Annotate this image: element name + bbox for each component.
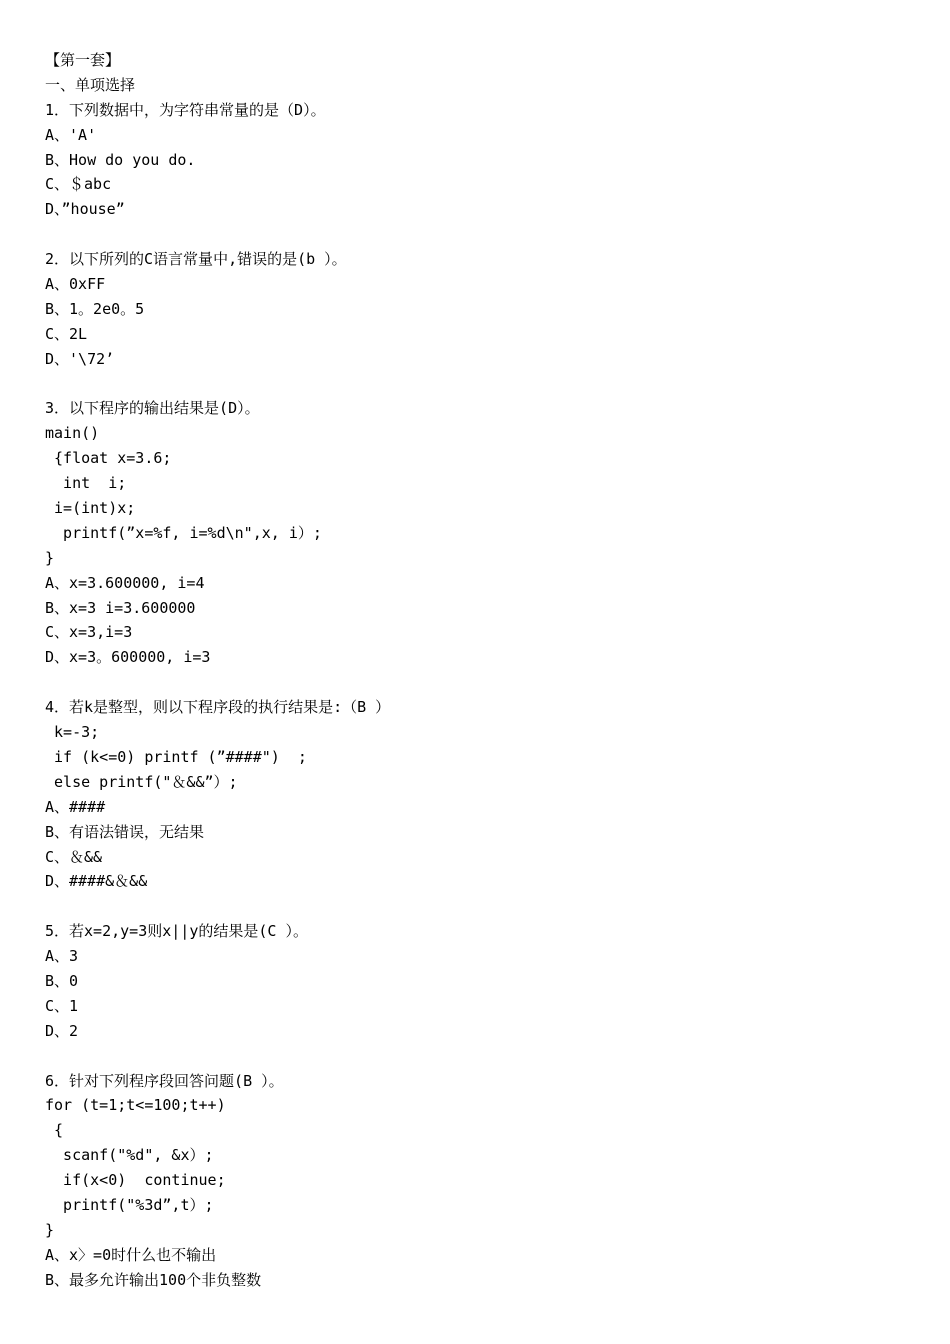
option-b: B、最多允许输出100个非负整数 bbox=[45, 1270, 262, 1289]
option-d: D、2 bbox=[45, 1021, 79, 1040]
code-line: for (t=1;t<=100;t++) bbox=[45, 1096, 226, 1115]
question-stem: 4．若k是整型，则以下程序段的执行结果是:（B ） bbox=[45, 698, 391, 717]
code-line: printf("%3d”,t）; bbox=[45, 1195, 214, 1214]
question-stem: 6．针对下列程序段回答问题(B ）。 bbox=[45, 1071, 284, 1090]
option-b: B、0 bbox=[45, 971, 79, 990]
blank-line bbox=[45, 372, 925, 397]
code-line: printf(”x=%f, i=%d\n",x, i）; bbox=[45, 523, 322, 542]
option-b: B、x=3 i=3.600000 bbox=[45, 598, 196, 617]
question-1 bbox=[45, 98, 925, 222]
option-d: D、####&＆&& bbox=[45, 872, 148, 891]
option-a: A、0xFF bbox=[45, 275, 106, 294]
code-line: int i; bbox=[45, 474, 127, 493]
question-3 bbox=[45, 396, 925, 670]
set-title: 【第一套】 bbox=[45, 51, 121, 69]
option-c: C、1 bbox=[45, 996, 79, 1015]
option-d: D、'\72’ bbox=[45, 349, 115, 368]
option-d: D、x=3。600000, i=3 bbox=[45, 648, 211, 667]
code-line: } bbox=[45, 548, 55, 567]
question-6 bbox=[45, 1069, 925, 1293]
code-line: { bbox=[45, 1121, 64, 1140]
code-line: k=-3; bbox=[45, 723, 100, 742]
code-line: scanf("%d", &x）; bbox=[45, 1146, 214, 1165]
option-a: A、'A' bbox=[45, 125, 97, 144]
option-c: C、2L bbox=[45, 324, 88, 343]
blank-line bbox=[45, 670, 925, 695]
option-b: B、有语法错误，无结果 bbox=[45, 822, 205, 841]
code-line: if(x<0) continue; bbox=[45, 1171, 226, 1190]
section-title: 一、单项选择 bbox=[45, 75, 136, 94]
question-stem: 2．以下所列的C语言常量中,错误的是(b ）。 bbox=[45, 250, 347, 269]
option-a: A、x〉=0时什么也不输出 bbox=[45, 1245, 217, 1264]
question-5 bbox=[45, 919, 925, 1043]
code-line: else printf("＆&&”）; bbox=[45, 772, 238, 791]
option-b: B、1。2e0。5 bbox=[45, 299, 145, 318]
blank-line bbox=[45, 1044, 925, 1069]
code-line: if (k<=0) printf (”####") ; bbox=[45, 747, 307, 766]
option-d: D、”house” bbox=[45, 200, 125, 219]
option-c: C、＄abc bbox=[45, 175, 112, 194]
question-2 bbox=[45, 247, 925, 371]
code-line: } bbox=[45, 1220, 55, 1239]
option-a: A、x=3.600000, i=4 bbox=[45, 573, 205, 592]
option-c: C、x=3,i=3 bbox=[45, 623, 133, 642]
question-stem: 3．以下程序的输出结果是(D）。 bbox=[45, 399, 260, 418]
blank-line bbox=[45, 222, 925, 247]
document-page bbox=[45, 48, 925, 1293]
question-4 bbox=[45, 695, 925, 894]
code-line: i=(int)x; bbox=[45, 499, 136, 518]
option-a: A、3 bbox=[45, 947, 79, 966]
question-stem: 1．下列数据中，为字符串常量的是（D）。 bbox=[45, 100, 326, 119]
code-line: {float x=3.6; bbox=[45, 449, 172, 468]
option-c: C、＆&& bbox=[45, 847, 103, 866]
question-stem: 5．若x=2,y=3则x||y的结果是(C ）。 bbox=[45, 922, 308, 941]
option-a: A、#### bbox=[45, 797, 106, 816]
blank-line bbox=[45, 894, 925, 919]
option-b: B、How do you do. bbox=[45, 150, 196, 169]
code-line: main() bbox=[45, 424, 100, 443]
